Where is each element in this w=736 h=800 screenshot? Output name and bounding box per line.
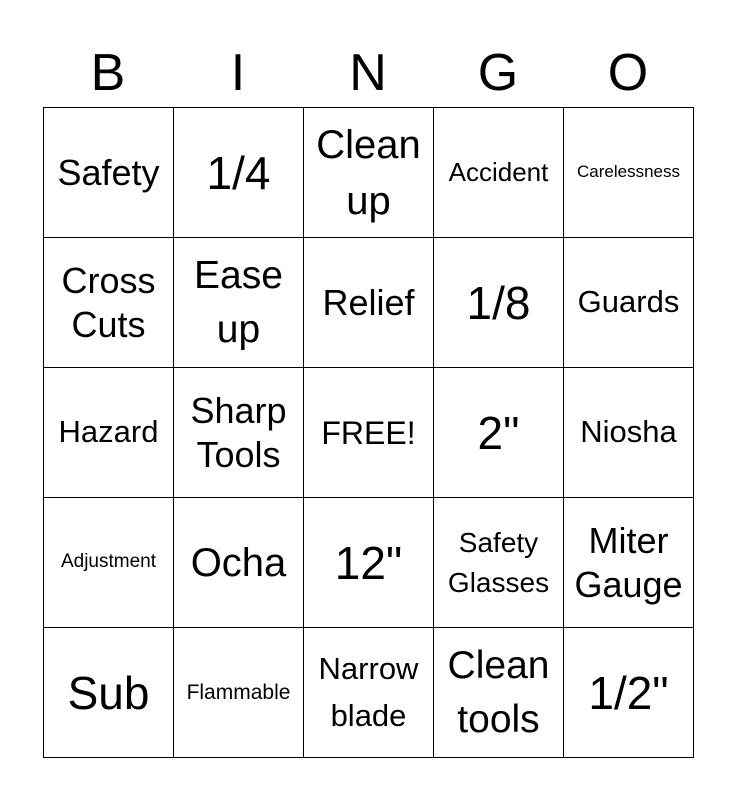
cell-text: Adjustment (60, 551, 157, 573)
bingo-cell-r4-c4[interactable] (434, 498, 564, 628)
bingo-cell-r4-c2[interactable] (174, 498, 304, 628)
cell-text: Niosha (580, 414, 677, 450)
cell-text: Safety Glasses (447, 527, 550, 598)
bingo-cell-r5-c1[interactable] (44, 628, 174, 758)
cell-text: Carelessness (577, 162, 680, 182)
bingo-cell-r4-c1[interactable] (44, 498, 174, 628)
bingo-cell-r4-c5[interactable] (564, 498, 694, 628)
bingo-cell-r5-c4[interactable] (434, 628, 564, 758)
bingo-header (43, 40, 693, 106)
bingo-cell-r1-c3[interactable] (304, 108, 434, 238)
cell-text: 2" (477, 406, 520, 459)
cell-text: Miter Gauge (574, 520, 683, 605)
bingo-cell-r5-c3[interactable] (304, 628, 434, 758)
bingo-cell-r2-c3[interactable] (304, 238, 434, 368)
cell-text: Hazard (58, 414, 159, 450)
bingo-cell-r2-c5[interactable] (564, 238, 694, 368)
cell-text: Relief (322, 281, 415, 323)
bingo-cell-r2-c4[interactable] (434, 238, 564, 368)
cell-text: Cross Cuts (61, 260, 156, 345)
header-letter-b: B (90, 44, 126, 102)
bingo-cell-r1-c1[interactable] (44, 108, 174, 238)
cell-text: 1/2" (588, 666, 669, 719)
bingo-cell-r3-c3[interactable] (304, 368, 434, 498)
bingo-cell-r2-c2[interactable] (174, 238, 304, 368)
cell-text: Flammable (186, 680, 291, 704)
bingo-cell-r5-c2[interactable] (174, 628, 304, 758)
cell-text: 1/4 (206, 146, 271, 199)
header-letter-n: N (349, 44, 387, 102)
cell-text: Ocha (190, 540, 287, 585)
bingo-cell-r3-c4[interactable] (434, 368, 564, 498)
bingo-cell-r1-c5[interactable] (564, 108, 694, 238)
cell-text: Sharp Tools (190, 390, 287, 475)
cell-text: Guards (577, 284, 680, 320)
bingo-cell-r4-c3[interactable] (304, 498, 434, 628)
header-letter-g: G (477, 44, 519, 102)
cell-text: Sub (67, 666, 150, 719)
bingo-cell-r3-c5[interactable] (564, 368, 694, 498)
header-letter-o: O (607, 44, 649, 102)
bingo-board (43, 107, 694, 758)
cell-text: Ease up (194, 253, 283, 351)
cell-text: Safety (57, 151, 160, 193)
cell-text: Narrow blade (318, 651, 419, 733)
bingo-cell-r5-c5[interactable] (564, 628, 694, 758)
cell-text: 12" (334, 536, 403, 589)
cell-text: Clean tools (447, 643, 550, 741)
cell-text: 1/8 (466, 276, 531, 329)
bingo-cell-r2-c1[interactable] (44, 238, 174, 368)
cell-text: Accident (448, 157, 549, 188)
bingo-cell-r3-c1[interactable] (44, 368, 174, 498)
bingo-cell-r1-c4[interactable] (434, 108, 564, 238)
cell-text: FREE! (321, 414, 416, 451)
cell-text: Clean up (316, 122, 421, 223)
bingo-cell-r3-c2[interactable] (174, 368, 304, 498)
header-letter-i: I (230, 44, 246, 102)
bingo-cell-r1-c2[interactable] (174, 108, 304, 238)
